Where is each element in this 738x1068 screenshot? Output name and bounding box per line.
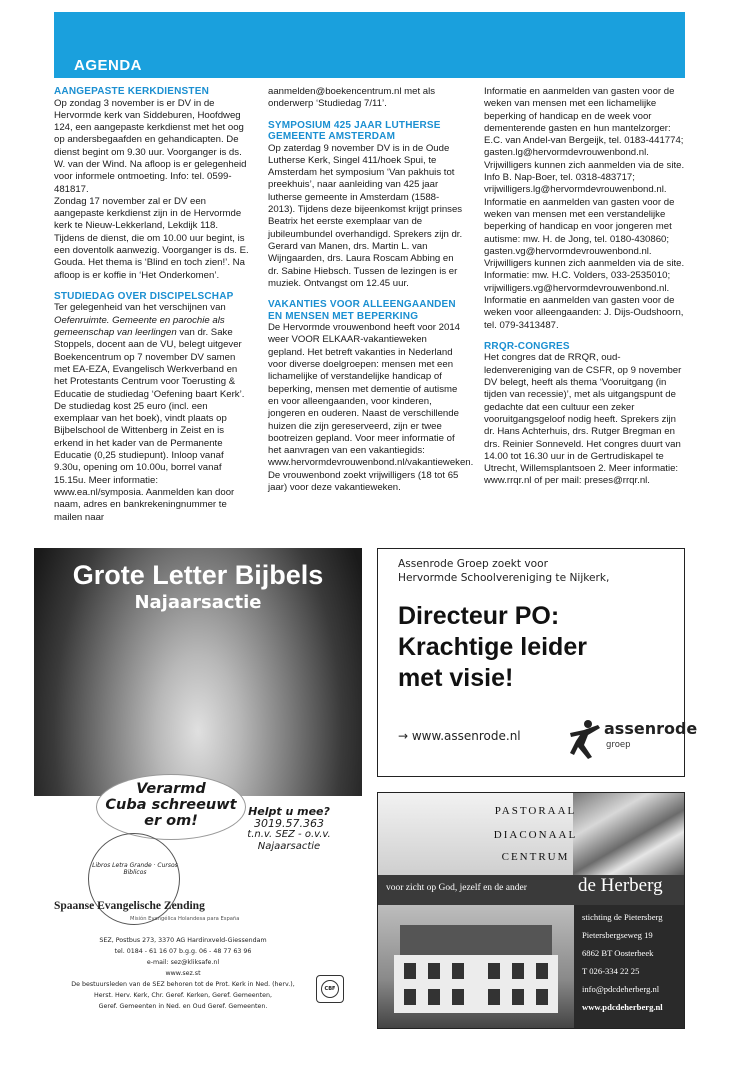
ad-headline bbox=[398, 601, 587, 694]
window bbox=[536, 989, 548, 1005]
brand-name: de Herberg bbox=[578, 875, 663, 896]
column-2 bbox=[268, 86, 474, 494]
person-figure-icon bbox=[568, 719, 602, 759]
window bbox=[512, 989, 524, 1005]
brand-sub: groep bbox=[606, 740, 631, 750]
speech-bubble bbox=[96, 774, 246, 840]
text-run: van dr. Sake Stoppels, docent aan de VU, belegt uitgever Boekencentrum op 7 november DV samen met EA-EZA, Evangelisch Werkverband en het Protestants Centrum voor Toerusting & Educatie de studiedag ‘Oefening baart Kerk’. De studiedag kost 25 euro (incl. een exemplaar van het boek), vindt plaats op Bijbelschool de Wittenberg in Zeist en is erkend in het kader van de Permanente Educatie (0,25 studiepunt). Inloop vanaf 9.30u, opening om 10.00u, borrel vanaf 15.15u. Meer informatie: www.ea.nl/symposia. Aanmelden kan door naam, adres en bankrekeningnummer te mailen naar bbox=[54, 327, 245, 523]
paragraph: Het congres dat de RRQR, oud-ledenvereniging van de CSFR, op 9 november DV belegt, heeft als thema ‘Vooruitgang (in tijden van recessie)’, met als uitgangspunt de gedachte dat een cultuur een zeker vooruitgangsgeloof nodig heeft. Sprekers zijn dr. Hans Achterhuis, drs. Rutger Bregman en drs. Reinier Sonneveld. Het congres duurt van 14.00 tot 16.30 uur in de Gertrudiskapel te Utrecht, Willemsplantsoen 2. Meer informatie: www.rrqr.nl of per mail: preses@rrqr.nl. bbox=[484, 352, 682, 487]
advertisement-assenrode bbox=[377, 548, 698, 777]
window bbox=[488, 989, 500, 1005]
window bbox=[536, 963, 548, 979]
roof bbox=[400, 925, 552, 955]
text-run: Ter gelegenheid van het verschijnen van bbox=[54, 302, 226, 314]
assenrode-logo bbox=[568, 719, 698, 763]
paragraph: De vrouwenbond zoekt vrijwilligers (18 tot 65 jaar) voor deze vakantieweken. bbox=[268, 469, 459, 494]
headline-line: Directeur PO: bbox=[398, 602, 560, 630]
brand-name: assenrode bbox=[604, 719, 698, 738]
contact-line: Pietersbergseweg 19 bbox=[582, 930, 653, 940]
org-mision: Misión Evangélica Holandesa para España bbox=[130, 916, 240, 922]
facade bbox=[394, 955, 558, 1013]
contact-website[interactable]: www.pdcdeherberg.nl bbox=[582, 1002, 663, 1012]
website-link[interactable]: → www.assenrode.nl bbox=[398, 729, 521, 743]
window bbox=[404, 963, 416, 979]
window bbox=[488, 963, 500, 979]
centre-line: DIACONAAL bbox=[493, 829, 578, 841]
tagline: voor zicht op God, jezelf en de ander bbox=[386, 883, 527, 893]
centre-line: CENTRUM bbox=[501, 851, 570, 863]
contact-line: 6862 BT Oosterbeek bbox=[582, 948, 654, 958]
ad-title: Grote Letter Bijbels bbox=[72, 560, 324, 590]
contact-panel bbox=[574, 905, 685, 1028]
seal-text: Libros Letra Grande · Cursos Biblicos bbox=[92, 862, 178, 876]
contact-line: T 026-334 22 25 bbox=[582, 966, 640, 976]
help-title: Helpt u mee? bbox=[248, 805, 330, 818]
org-name: Spaanse Evangelische Zending bbox=[54, 900, 205, 912]
agenda-banner bbox=[54, 12, 685, 78]
contact-line: stichting de Pietersberg bbox=[582, 912, 663, 922]
help-line: Najaarsactie bbox=[257, 840, 321, 852]
headline-line: met visie! bbox=[398, 664, 514, 692]
account-number: 3019.57.363 bbox=[254, 816, 324, 830]
headline-line: Krachtige leider bbox=[398, 633, 587, 661]
advertisement-de-herberg bbox=[377, 792, 685, 1029]
heading-vakanties: VAKANTIES VOOR ALLEENGAANDEN EN MENSEN MET BEPERKING bbox=[268, 299, 456, 322]
centre-line: PASTORAAL bbox=[494, 805, 577, 817]
address-line: e-mail: sez@kliksafe.nl bbox=[146, 959, 220, 966]
heading-rrqr: RRQR-CONGRES bbox=[484, 340, 570, 352]
paragraph: Informatie en aanmelden van gasten voor de weken van mensen met een lichamelijke beperking of handicap en de week voor dementerende gasten en hun mantelzorger: E.C. van Andel-van Bergeijk, tel. 0183-441774; gasten.lg@hervormdevrouwenbond.nl. Vrijwilligers kunnen zich aanmelden via de site. Info B. Nap-Boer, tel. 0318-483717; vrijwilligers.lg@hervormdevrouwenbond.nl. bbox=[484, 86, 685, 196]
help-box bbox=[234, 806, 344, 852]
paragraph: Zondag 17 november zal er DV een aangepaste kerkdienst zijn in de Hervormde kerk te Nieuw-Lekkerland, Lekdijk 118. Tijdens de dienst, die om 10.00 uur begint, is een doventolk aanwezig. Voorganger is ds. E. Gouda. Het thema is ‘Blind en toch zien!’. Na afloop is er koffie in ‘Het Onderkomen’. bbox=[54, 195, 249, 281]
paragraph: De Hervormde vrouwenbond heeft voor 2014 weer VOOR ELKAAR-vakantieweken gepland. Het betreft vakanties in Nederland voor diverse doelgroepen: mensen met een lichamelijke of verstandelijke handicap of beperking, mensen met dementie of autisme en voor alleengaanden, voor kinderen, jongeren en ouderen. Naast de verschillende huizen die zijn gereserveerd, zijn er twee bootreizen gepland. Voor meer informatie of het aanvragen van een vakantiegids: www.hervormdevrouwenbond.nl/vakantieweken. bbox=[268, 322, 474, 469]
paragraph: aanmelden@boekencentrum.nl met als onderwerp ‘Studiedag 7/11’. bbox=[268, 86, 436, 110]
bubble-line: Verarmd bbox=[136, 781, 206, 797]
window bbox=[512, 963, 524, 979]
intro-line: Assenrode Groep zoekt voor bbox=[398, 558, 548, 570]
address-line: www.sez.st bbox=[165, 970, 201, 977]
bubble-line: er om! bbox=[144, 813, 198, 829]
contact-email[interactable]: info@pdcdeherberg.nl bbox=[582, 984, 660, 994]
paragraph: Op zaterdag 9 november DV is in de Oude Lutherse Kerk, Singel 411/hoek Spui, te Amsterdam het symposium ‘Van pakhuis tot preekhuis’, naar aanleiding van 425 jaar lutherse gemeente in Amsterdam (1588-2013). Tijdens deze bijeenkomst krijgt prinses Beatrix het eerste exemplaar van de jubileumbundel overhandigd. Sprekers zijn dr. Gerard van Manen, drs. Martin L. van Wijngaarden, drs. Laura Roscam Abbing en dr. Sabine Hiebsch. Tussen de lezingen is er muziek. Ontvangst om 12.45 uur. bbox=[268, 142, 463, 289]
ad-subtitle: Najaarsactie bbox=[134, 592, 262, 613]
advertisement-grote-letter-bijbels bbox=[34, 548, 362, 1030]
address-line: SEZ, Postbus 273, 3370 AG Hardinxveld-Giessendam bbox=[99, 937, 267, 944]
address-line: Geref. Gemeenten in Ned. en Oud Geref. Gemeenten. bbox=[98, 1003, 268, 1010]
column-3 bbox=[484, 86, 686, 488]
heading-studiedag: STUDIEDAG OVER DISCIPELSCHAP bbox=[54, 290, 234, 302]
ad-intro bbox=[398, 557, 609, 585]
paragraph: Informatie en aanmelden van gasten voor de weken voor alleengaanden: J. Dijs-Oudshoorn, tel. 079-3413487. bbox=[484, 295, 684, 331]
cbf-logo bbox=[316, 975, 344, 1003]
address-block bbox=[48, 935, 318, 1012]
cbf-text: CBF bbox=[321, 980, 339, 998]
page-title: AGENDA bbox=[74, 57, 143, 74]
window bbox=[452, 989, 464, 1005]
window bbox=[428, 963, 440, 979]
window bbox=[452, 963, 464, 979]
window bbox=[404, 989, 416, 1005]
column-1 bbox=[54, 86, 250, 524]
bubble-line: Cuba schreeuwt bbox=[105, 797, 237, 813]
building-photo bbox=[378, 905, 574, 1028]
address-line: Herst. Herv. Kerk, Chr. Geref. Kerken, Geref. Gemeenten, bbox=[94, 992, 272, 999]
address-line: De bestuursleden van de SEZ behoren tot de Prot. Kerk in Ned. (herv.), bbox=[71, 981, 295, 988]
paragraph: Informatie en aanmelden van gasten voor de weken van mensen met een verstandelijke beperking of handicap en voor jongeren met autisme: mw. H. de Jong, tel. 0180-430860; gasten.vg@hervormdevrouwenbond.nl. Vrijwilligers kunnen zich aanmelden via de site. Informatie: mw. H.C. Volders, 033-2535010; vrijwilligers.vg@hervormdevrouwenbond.nl. bbox=[484, 196, 685, 294]
address-line: tel. 0184 - 61 16 07 b.g.g. 06 - 48 77 63 96 bbox=[114, 948, 252, 955]
heading-aangepaste-kerkdiensten: AANGEPASTE KERKDIENSTEN bbox=[54, 86, 209, 97]
paragraph bbox=[54, 302, 250, 523]
heading-symposium: SYMPOSIUM 425 JAAR LUTHERSE GEMEENTE AMSTERDAM bbox=[268, 119, 441, 143]
paragraph: Op zondag 3 november is er DV in de Hervormde kerk van Siddeburen, Hoofdweg 124, een aangepaste kerkdienst met het oog op andersbegaafden en gehandicapten. De dienst begint om 9.30 uur. Voorganger is ds. W. van der Wind. Na afloop is er gelegenheid voor informele ontmoeting. Info: tel. 0599-481817. bbox=[54, 97, 247, 195]
book-title: Oefenruimte. Gemeente en parochie als gemeenschap van leerlingen bbox=[54, 314, 225, 339]
window bbox=[428, 989, 440, 1005]
help-line: t.n.v. SEZ - o.v.v. bbox=[247, 829, 331, 840]
intro-line: Hervormde Schoolvereniging te Nijkerk, bbox=[398, 572, 610, 584]
